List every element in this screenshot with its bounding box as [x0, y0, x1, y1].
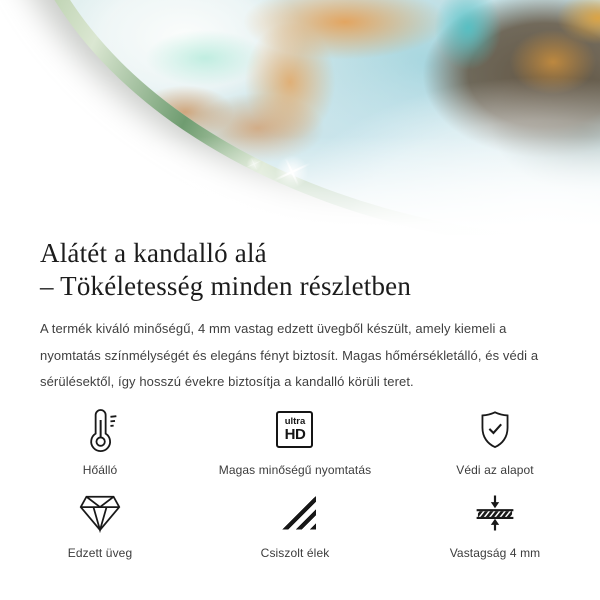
polished-edge-icon	[274, 496, 316, 530]
feature-tempered-glass	[68, 490, 132, 560]
shield-check-icon	[475, 408, 515, 452]
product-image	[0, 0, 600, 235]
thickness-icon	[474, 492, 516, 534]
feature-thickness	[450, 490, 541, 560]
thermometer-icon	[80, 407, 120, 453]
feature-protects-base	[456, 407, 533, 477]
feature-label: Hőálló	[82, 462, 118, 477]
feature-heat-resistant	[80, 407, 120, 477]
feature-label: Vastagság 4 mm	[449, 545, 541, 560]
feature-label: Magas minőségű nyomtatás	[218, 462, 372, 477]
page-title-line2: – Tökéletesség minden részletben	[40, 271, 412, 301]
ultra-hd-text-bottom: HD	[284, 426, 306, 444]
feature-label: Védi az alapot	[456, 462, 534, 477]
product-description: A termék kiváló minőségű, 4 mm vastag edzett üvegből készült, amely kiemeli a nyomtatás színmélységét és elegáns fényt biztosít. Magas hőmérsékletálló, és védi a sérülésektől, így hosszú évekre biztosítja a kandalló körüli teret.	[40, 321, 539, 389]
page-title-line1: Alátét a kandalló alá	[40, 238, 267, 268]
diamond-icon	[79, 492, 121, 533]
page-title	[40, 237, 560, 303]
ultra-hd-text-top: ultra	[284, 415, 306, 427]
feature-grid	[30, 407, 570, 560]
feature-polished-edges	[261, 490, 330, 560]
ultra-hd-icon	[276, 411, 313, 448]
feature-high-quality-print	[219, 407, 371, 477]
feature-label: Csiszolt élek	[260, 545, 330, 560]
feature-label: Edzett üveg	[67, 545, 133, 560]
